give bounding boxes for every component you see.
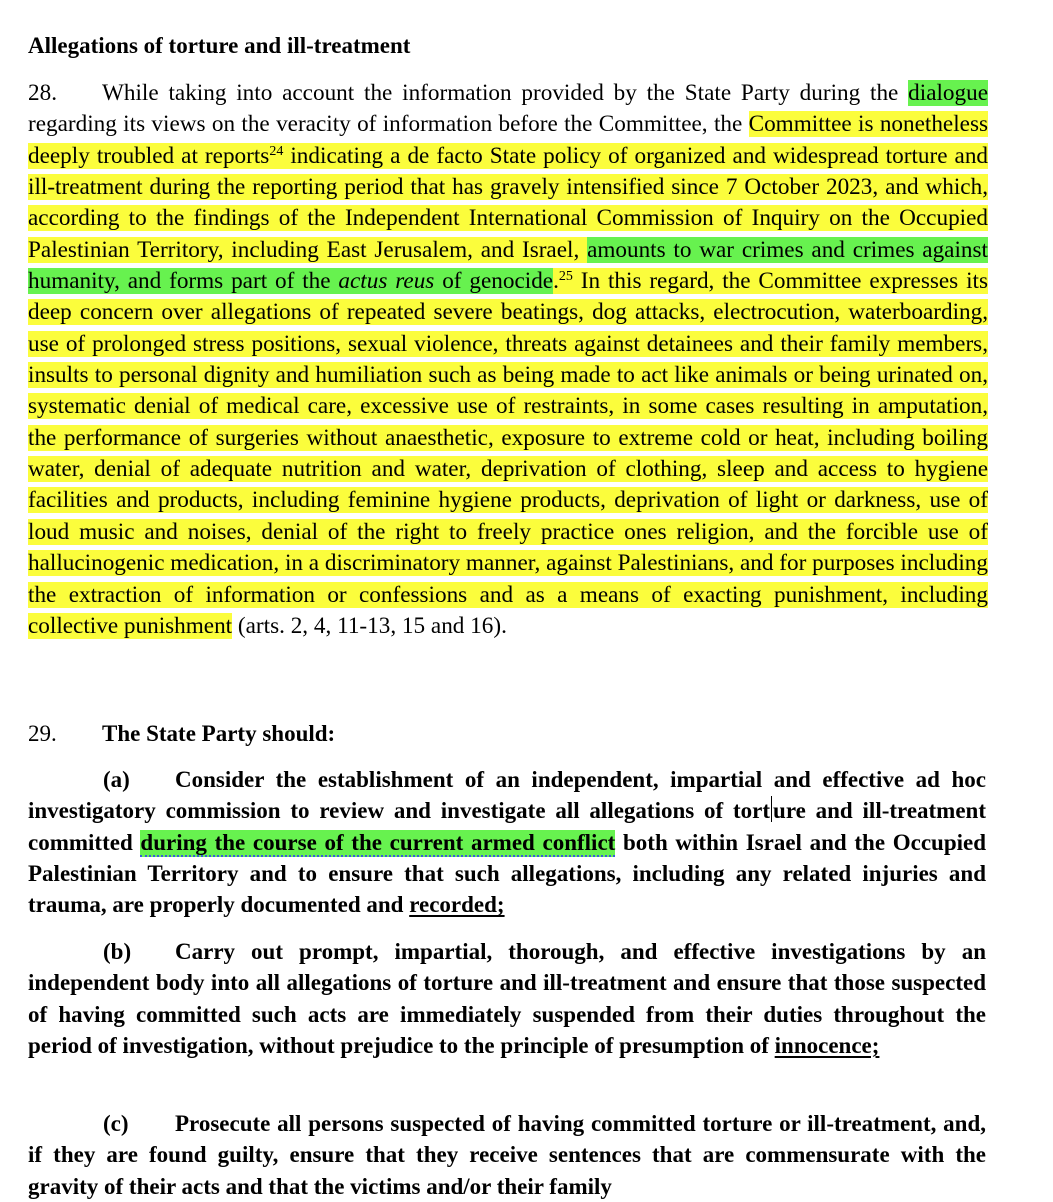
text-run: of genocide — [434, 268, 554, 295]
italic-term: actus reus — [338, 268, 435, 295]
text-run: amounts to war crimes and crimes against humanity, and forms part of the — [28, 236, 988, 295]
highlight-green-dotted: during the course of the current armed conflict — [140, 829, 616, 855]
item-c — [28, 1108, 986, 1202]
text-run: regarding its views on the veracity of information before the Committee, the — [28, 111, 749, 138]
paragraph-number: 28. — [28, 80, 57, 106]
footnote-ref-24[interactable]: 24 — [269, 143, 284, 159]
text-run: While taking into account the information provided by the State Party during the — [102, 80, 909, 106]
paragraph-lead: The State Party should: — [102, 721, 336, 746]
text-run: Consider the establishment of an independent, impartial and effective ad hoc investigatory commission to review and investigate all allegations of tort — [28, 767, 986, 824]
item-b — [28, 936, 986, 1061]
item-a — [28, 764, 986, 920]
inserted-text: recorded; — [409, 892, 505, 918]
text-run: Carry out prompt, impartial, thorough, and effective investigations by an independent body into all allegations of torture and ill-treatment and ensure that those suspected of having committed such acts are immediately suspended from their duties throughout the period of investigation, without prejudice to the principle of presumption of — [28, 939, 986, 1058]
paragraph-28 — [28, 78, 988, 642]
paragraph-number: 29. — [28, 721, 57, 746]
text-run: (arts. 2, 4, 11-13, 15 and 16). — [232, 612, 507, 639]
highlight-green: dialogue — [908, 80, 988, 106]
section-heading: Allegations of torture and ill-treatment — [28, 33, 411, 58]
item-label: (b) — [103, 939, 132, 964]
text-run: ure and ill-treatment committed — [28, 798, 986, 855]
text-cursor — [771, 796, 772, 822]
highlight-yellow — [28, 268, 988, 639]
paragraph-29 — [28, 718, 335, 749]
text-run: both within Israel and the Occupied Palestinian Territory and to ensure that such allegations, including any related injuries and trauma, are properly documented and — [28, 829, 986, 918]
text-run: In this regard, the Committee expresses its deep concern over allegations of repeated severe beatings, dog attacks, electrocution, waterboarding, use of prolonged stress positions, sexual violence, threats against detainees and their family members, insults to personal dignity and humiliation such as being made to act like animals or being urinated on, systematic denial of medical care, excessive use of restraints, in some cases resulting in amputation, the performance of surgeries without anaesthetic, exposure to extreme cold or heat, including boiling water, denial of adequate nutrition and water, deprivation of clothing, sleep and access to hygiene facilities and products, including feminine hygiene products, deprivation of light or darkness, use of loud music and noises, denial of the right to freely practice ones religion, and the forcible use of hallucinogenic medication, in a discriminatory manner, against Palestinians, and for purposes including the extraction of information or confessions and as a means of exacting punishment, including collective punishment — [28, 268, 988, 639]
inserted-text: innocence; — [774, 1032, 880, 1058]
text-run: Prosecute all persons suspected of having committed torture or ill-treatment, and, if they are found guilty, ensure that they receive sentences that are commensurate with the gravity of their acts and that the victims and/or their family — [28, 1111, 986, 1199]
item-label: (c) — [103, 1111, 129, 1136]
text-run: . — [553, 268, 559, 295]
text-run: Committee is nonetheless deeply troubled at reports — [28, 111, 988, 169]
footnote-ref-25[interactable]: 25 — [558, 269, 573, 285]
text-run: indicating a de facto State policy of organized and widespread torture and ill-treatment during the reporting period that has gravely intensified since 7 October 2023, and which, according to the findings of the Independent International Commission of Inquiry on the Occupied Palestinian Territory, including East Jerusalem, and Israel, — [28, 142, 989, 263]
item-label: (a) — [103, 767, 130, 792]
